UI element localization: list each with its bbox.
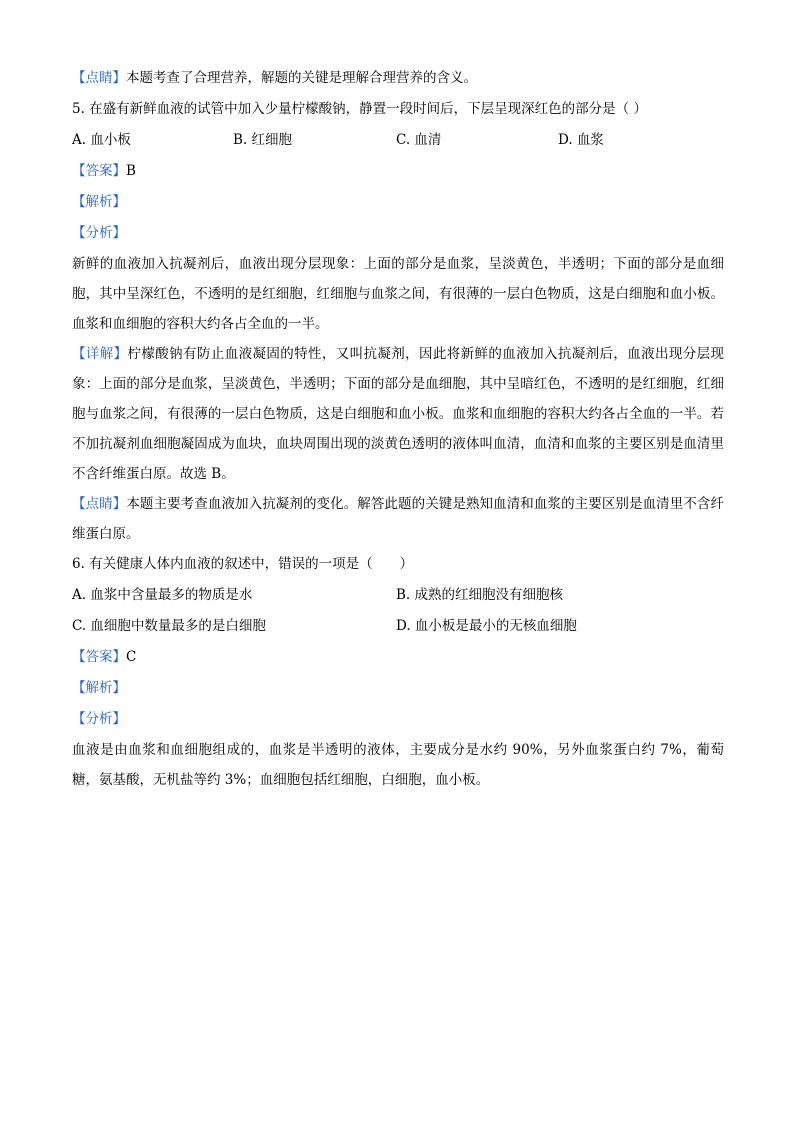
option-a: A. 血浆中含量最多的物质是水 (72, 587, 253, 603)
jiexi-tag: 【解析】 (72, 194, 126, 210)
dianjing-text-2: 本题主要考查血液加入抗凝剂的变化。解答此题的关键是熟知血清和血浆的主要区别是血清里不含纤维蛋白原。 (72, 496, 725, 542)
answer-tag: 【答案】 (72, 649, 126, 665)
question-5-options (72, 125, 724, 156)
option-c: C. 血清 (396, 132, 442, 148)
question-6-options-row-2 (72, 611, 724, 642)
xiangjie-paragraph (72, 339, 724, 489)
option-b: B. 成熟的红细胞没有细胞核 (396, 587, 564, 603)
question-5-stem: 5. 在盛有新鲜血液的试管中加入少量柠檬酸钠，静置一段时间后，下层呈现深红色的部分是（ ） (72, 101, 647, 117)
dianjing-line (72, 63, 724, 94)
dianjing-text: 本题考查了合理营养，解题的关键是理解合理营养的含义。 (126, 70, 477, 86)
dianjing-tag-2: 【点睛】 (72, 496, 127, 512)
answer-line (72, 642, 724, 673)
option-d: D. 血小板是最小的无核血细胞 (396, 618, 577, 634)
document-page (72, 63, 724, 795)
jiexi-tag: 【解析】 (72, 680, 126, 696)
xiangjie-text: 柠檬酸钠有防止血液凝固的特性，又叫抗凝剂，因此将新鲜的血液加入抗凝剂后，血液出现分层现象：上面的部分是血浆，呈淡黄色，半透明；下面的部分是血细胞，其中呈暗红色，不透明的是红细胞，红细胞与血浆之间，有很薄的一层白色物质，这是白细胞和血小板。血浆和血细胞的容积大约各占全血的一半。若不加抗凝剂血细胞凝固成为血块，血块周围出现的淡黄色透明的液体叫血清，血清和血浆的主要区别是血清里不含纤维蛋白原。故选 B。 (72, 346, 725, 482)
dianjing-paragraph (72, 489, 724, 549)
question-6-stem: 6. 有关健康人体内血液的叙述中，错误的一项是（ ） (72, 556, 414, 572)
option-b: B. 红细胞 (233, 132, 293, 148)
fenxi-paragraph: 新鲜的血液加入抗凝剂后，血液出现分层现象：上面的部分是血浆，呈淡黄色，半透明；下面的部分是血细胞，其中呈深红色，不透明的是红细胞，红细胞与血浆之间，有很薄的一层白色物质，这是白细胞和血小板。血浆和血细胞的容积大约各占全血的一半。 (72, 256, 724, 332)
answer-tag: 【答案】 (72, 163, 126, 179)
fenxi-tag: 【分析】 (72, 225, 126, 241)
xiangjie-tag: 【详解】 (72, 346, 128, 362)
fenxi-tag: 【分析】 (72, 711, 126, 727)
answer-line (72, 156, 724, 187)
option-d: D. 血浆 (558, 132, 604, 148)
fenxi-paragraph: 血液是由血浆和血细胞组成的，血浆是半透明的液体，主要成分是水约 90%，另外血浆蛋白约 7%，葡萄糖，氨基酸，无机盐等约 3%；血细胞包括红细胞，白细胞，血小板。 (72, 742, 724, 788)
option-a: A. 血小板 (72, 132, 131, 148)
answer-value: C (126, 649, 137, 665)
dianjing-tag: 【点睛】 (72, 70, 126, 86)
option-c: C. 血细胞中数量最多的是白细胞 (72, 618, 266, 634)
answer-value: B (126, 163, 136, 179)
question-6-options-row-1 (72, 580, 724, 611)
